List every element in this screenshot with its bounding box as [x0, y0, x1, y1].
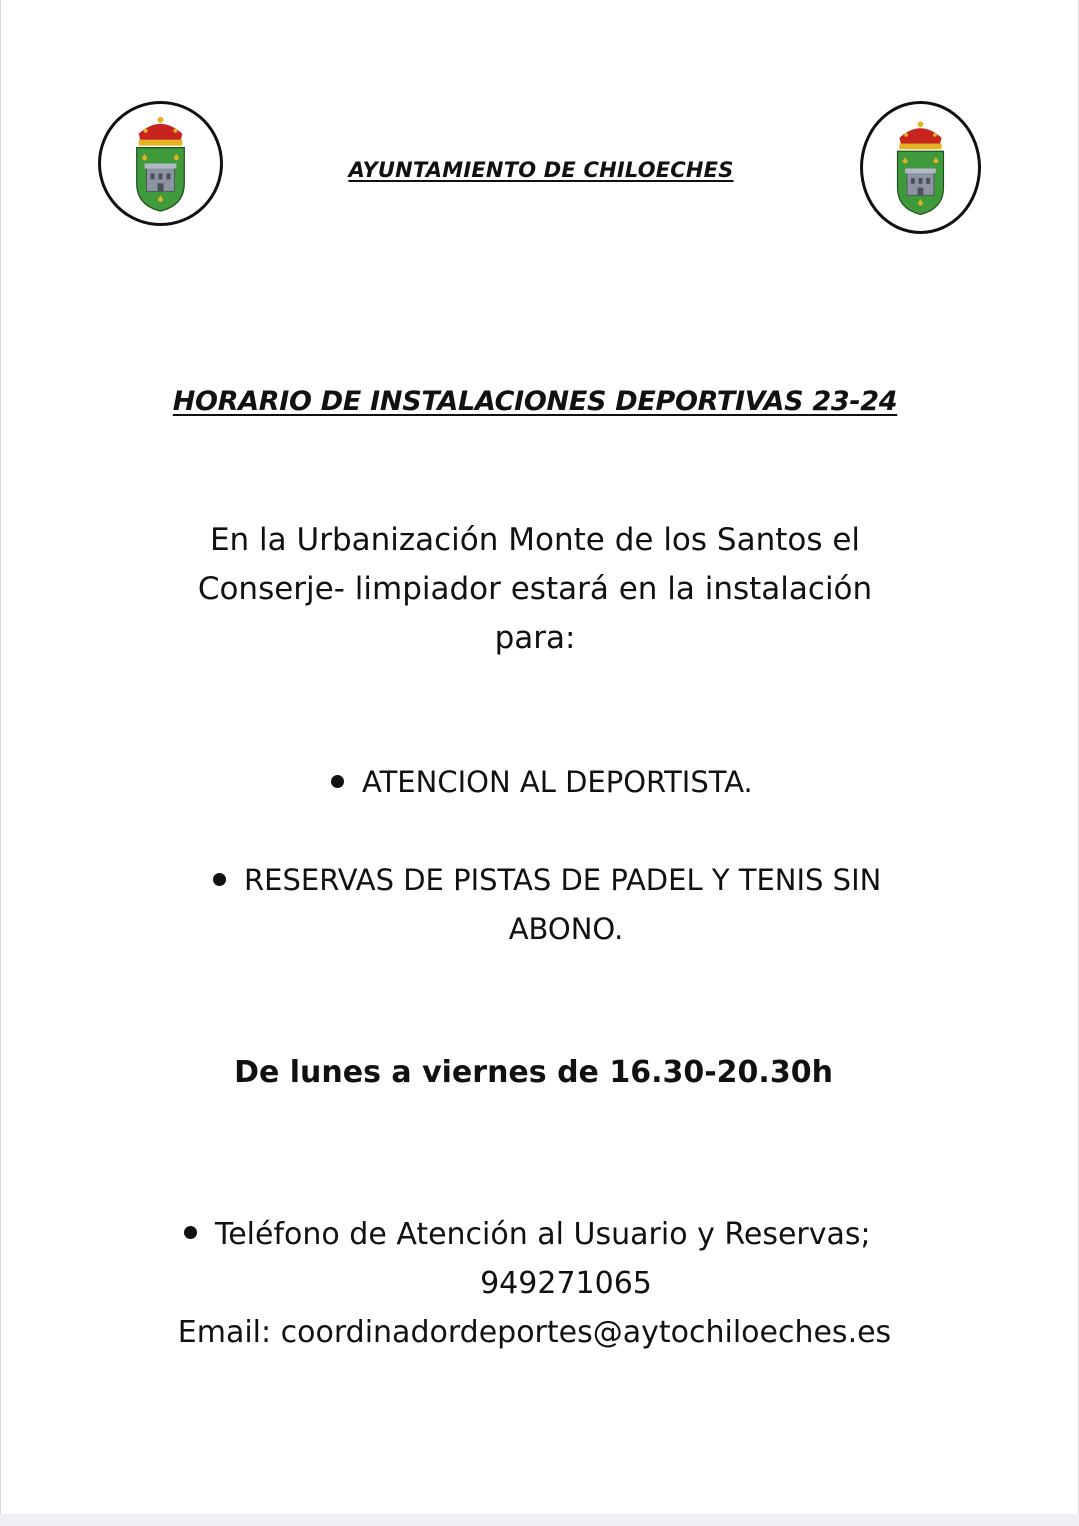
intro-paragraph: [121, 516, 949, 663]
bullet-icon: [213, 873, 226, 886]
bullet-icon: [331, 775, 344, 788]
intro-line: En la Urbanización Monte de los Santos el: [209, 522, 861, 558]
header-title: AYUNTAMIENTO DE CHILOECHES: [348, 158, 734, 182]
list-item: [184, 1210, 871, 1259]
phone-label: Teléfono de Atención al Usuario y Reservas;: [215, 1217, 871, 1252]
phone-number: 949271065: [480, 1266, 652, 1301]
list-item: [331, 758, 753, 807]
email-line: Email: coordinadordeportes@aytochiloeches.es: [177, 1315, 892, 1350]
coat-of-arms-icon: [860, 101, 981, 234]
intro-line: para:: [494, 620, 576, 656]
list-item-text: ATENCION AL DEPORTISTA.: [362, 765, 753, 799]
coat-of-arms-icon-graphic: [863, 104, 978, 231]
list-item-continuation: ABONO.: [508, 912, 624, 946]
list-item-text: RESERVAS DE PISTAS DE PADEL Y TENIS SIN: [244, 863, 882, 897]
list-item: [213, 856, 881, 905]
main-title: HORARIO DE INSTALACIONES DEPORTIVAS 23-24: [172, 386, 898, 417]
intro-line: Conserje- limpiador estará en la instalación: [197, 571, 873, 607]
schedule-text: De lunes a viernes de 16.30-20.30h: [234, 1055, 833, 1090]
bullet-icon: [184, 1226, 197, 1239]
